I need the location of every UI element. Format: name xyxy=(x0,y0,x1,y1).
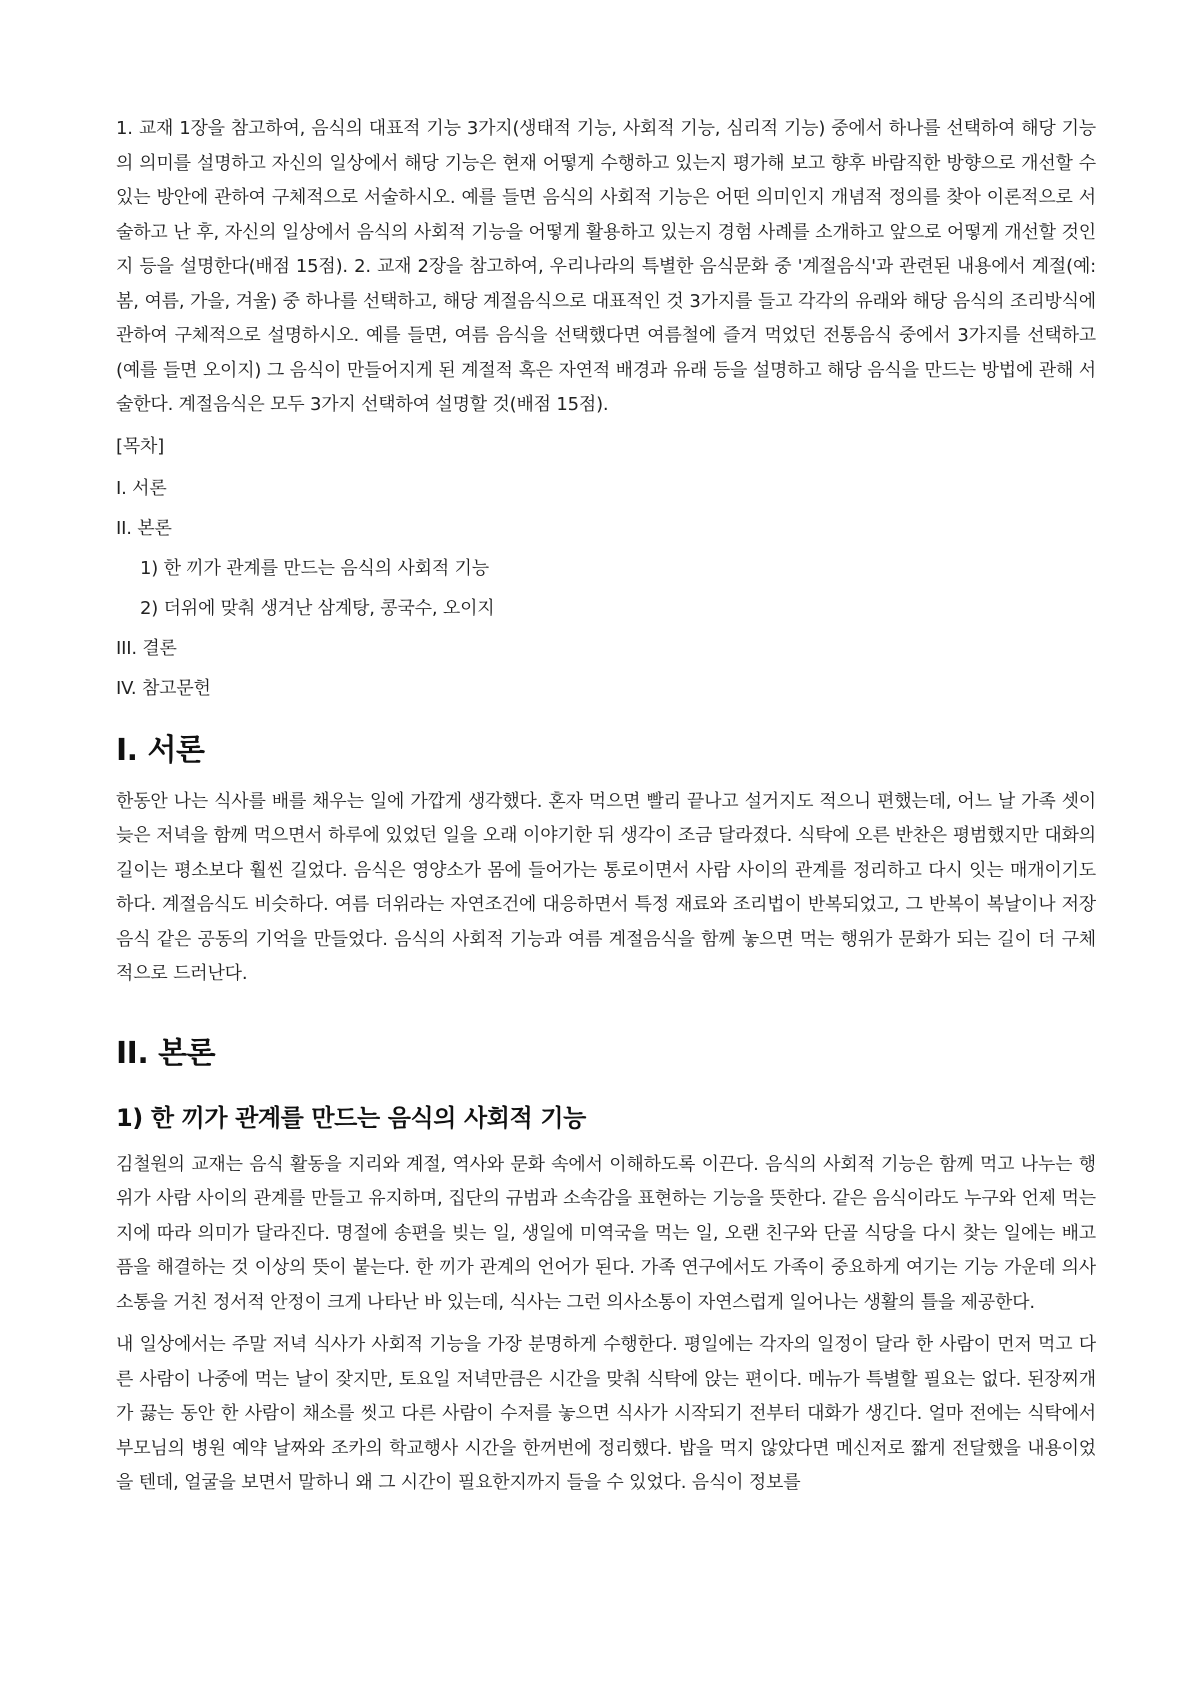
section-heading-intro: I. 서론 xyxy=(116,732,205,768)
toc-item-body: II. 본론 xyxy=(116,517,172,539)
body-paragraph: 내 일상에서는 주말 저녁 식사가 사회적 기능을 가장 분명하게 수행한다. 평일에는 각자의 일정이 달라 한 사람이 먼저 먹고 다른 사람이 나중에 먹는 날이 잦지만, 토요일 저녁만큼은 시간을 맞춰 식탁에 앉는 편이다. 메뉴가 특별할 필요는 없다. 된장찌개가 끓는 동안 한 사람이 채소를 씻고 다른 사람이 수저를 놓으면 식사가 시작되기 전부터 대화가 생긴다. 얼마 전에는 식탁에서 부모님의 병원 예약 날짜와 조카의 학교행사 시간을 한꺼번에 정리했다. 밥을 먹지 않았다면 메신저로 짧게 전달했을 내용이었을 텐데, 얼굴을 보면서 말하니 왜 그 시간이 필요한지까지 들을 수 있었다. 음식이 정보를 xyxy=(116,1334,1096,1493)
table-of-contents xyxy=(116,429,1096,709)
toc-subitem-social-function: 1) 한 끼가 관계를 만드는 음식의 사회적 기능 xyxy=(140,557,489,579)
toc-item-intro: I. 서론 xyxy=(116,477,167,499)
assignment-text: 1. 교재 1장을 참고하여, 음식의 대표적 기능 3가지(생태적 기능, 사회적 기능, 심리적 기능) 중에서 하나를 선택하여 해당 기능의 의미를 설명하고 자신의 일상에서 해당 기능은 현재 어떻게 수행하고 있는지 평가해 보고 향후 바람직한 방향으로 개선할 수 있는 방안에 관하여 구체적으로 서술하시오. 예를 들면 음식의 사회적 기능은 어떤 의미인지 개념적 정의를 찾아 이론적으로 서술하고 난 후, 자신의 일상에서 음식의 사회적 기능을 어떻게 활용하고 있는지 경험 사례를 소개하고 앞으로 어떻게 개선할 것인지 등을 설명한다(배점 15점). 2. 교재 2장을 참고하여, 우리나라의 특별한 음식문화 중 '계절음식'과 관련된 내용에서 계절(예: 봄, 여름, 가을, 겨울) 중 하나를 선택하고, 해당 계절음식으로 대표적인 것 3가지를 들고 각각의 유래와 해당 음식의 조리방식에 관하여 구체적으로 설명하시오. 예를 들면, 여름 음식을 선택했다면 여름철에 즐겨 먹었던 전통음식 중에서 3가지를 선택하고(예를 들면 오이지) 그 음식이 만들어지게 된 계절적 혹은 자연적 배경과 유래 등을 설명하고 해당 음식을 만드는 방법에 관해 서술한다. 계절음식은 모두 3가지 선택하여 설명할 것(배점 15점). xyxy=(116,118,1096,415)
toc-subitem-summer-food: 2) 더위에 맞춰 생겨난 삼계탕, 콩국수, 오이지 xyxy=(140,597,495,619)
body-paragraph: 김철원의 교재는 음식 활동을 지리와 계절, 역사와 문화 속에서 이해하도록 이끈다. 음식의 사회적 기능은 함께 먹고 나누는 행위가 사람 사이의 관계를 만들고 유지하며, 집단의 규범과 소속감을 표현하는 기능을 뜻한다. 같은 음식이라도 누구와 언제 먹는지에 따라 의미가 달라진다. 명절에 송편을 빚는 일, 생일에 미역국을 먹는 일, 오랜 친구와 단골 식당을 다시 찾는 일에는 배고픔을 해결하는 것 이상의 뜻이 붙는다. 한 끼가 관계의 언어가 된다. 가족 연구에서도 가족이 중요하게 여기는 기능 가운데 의사소통을 거친 정서적 안정이 크게 나타난 바 있는데, 식사는 그런 의사소통이 자연스럽게 일어나는 생활의 틀을 제공한다. xyxy=(116,1153,1096,1313)
subsection-heading-social-function: 1) 한 끼가 관계를 만드는 음식의 사회적 기능 xyxy=(116,1103,586,1132)
section-heading-body: II. 본론 xyxy=(116,1035,216,1071)
intro-paragraph: 한동안 나는 식사를 배를 채우는 일에 가깝게 생각했다. 혼자 먹으면 빨리 끝나고 설거지도 적으니 편했는데, 어느 날 가족 셋이 늦은 저녁을 함께 먹으면서 하루에 있었던 일을 오래 이야기한 뒤 생각이 조금 달라졌다. 식탁에 오른 반찬은 평범했지만 대화의 길이는 평소보다 훨씬 길었다. 음식은 영양소가 몸에 들어가는 통로이면서 사람 사이의 관계를 정리하고 다시 잇는 매개이기도 하다. 계절음식도 비슷하다. 여름 더위라는 자연조건에 대응하면서 특정 재료와 조리법이 반복되었고, 그 반복이 복날이나 저장음식 같은 공동의 기억을 만들었다. 음식의 사회적 기능과 여름 계절음식을 함께 놓으면 먹는 행위가 문화가 되는 길이 더 구체적으로 드러난다. xyxy=(116,790,1096,984)
toc-title: [목차] xyxy=(116,435,165,457)
toc-item-references: IV. 참고문헌 xyxy=(116,677,211,699)
toc-item-conclusion: III. 결론 xyxy=(116,637,177,659)
